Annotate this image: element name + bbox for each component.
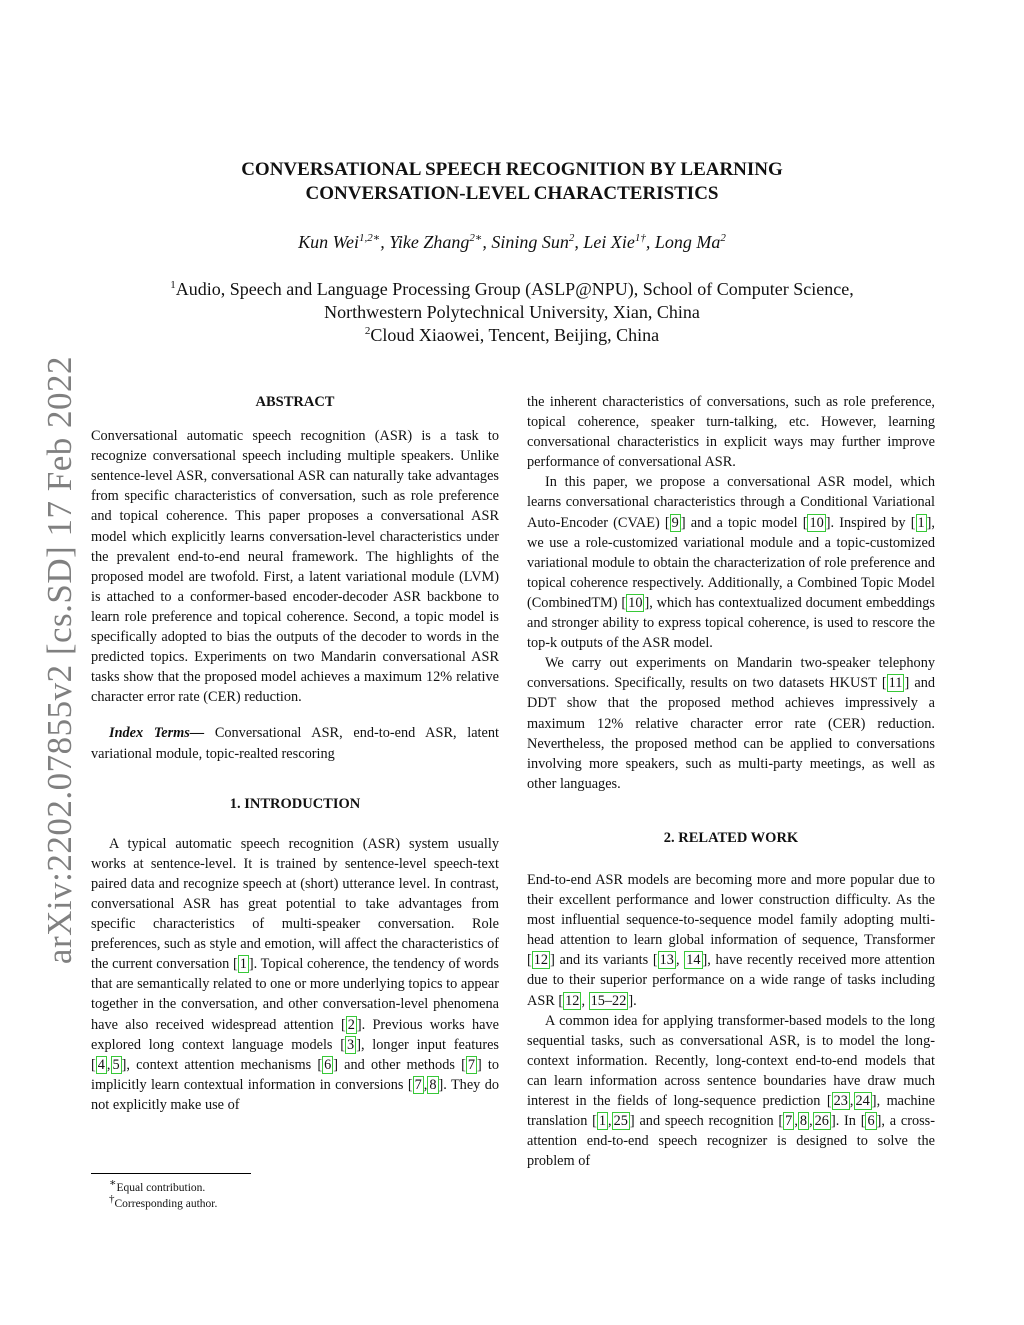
intro-paragraph-2: In this paper, we propose a conversational ASR model, which learns conversational characteristics through a Conditional Variational Auto-Encoder (CVAE) [ 9 ] and a topic model [ 10 ]. Inspired by [ 1 ], we use a role-customized variational module and a topic-customized variational module to obtain the characterization of role preference and topical coherence respectively. Additionally, a Combined Topic Model (CombinedTM) [ 10 ], which has contextualized document embeddings and stronger ability to express topical coherence, is used to rescore the top-k outputs of the ASR model. — [527, 474, 935, 652]
citation-link[interactable]: 1 — [598, 1113, 607, 1130]
citation-link[interactable]: 10 — [809, 514, 824, 531]
footnote-rule — [91, 1173, 251, 1174]
citation-link[interactable]: 14 — [686, 952, 701, 969]
citation-link[interactable]: 4 — [97, 1056, 105, 1073]
related-heading: 2. RELATED WORK — [663, 829, 799, 846]
citation-link[interactable]: 8 — [799, 1113, 808, 1130]
citation-link[interactable]: 15–22 — [590, 992, 627, 1009]
intro-paragraph-1-cont: the inherent characteristics of conversations, such as role preference, topical coherence, speaker turn-talking, etc. However, learning conversational characteristics in explicit ways may further improve performance of conversational ASR. — [527, 394, 935, 471]
affiliation-2: $^2$Cloud Xiaowei, Tencent, Beijing, China — [364, 325, 660, 345]
citation-link[interactable]: 12 — [565, 992, 580, 1009]
author: Yike Zhang$^{2∗}$, — [389, 232, 492, 252]
citation-link[interactable]: 6 — [867, 1113, 875, 1130]
footnotes — [91, 1177, 391, 1212]
author-list — [120, 230, 904, 254]
related-paragraph-2: A common idea for applying transformer-based models to the long sequential tasks, such as conversational ASR, is to model the long-context information. Recently, long-context end-to-end models that can learn information across sentence boundaries have draw much interest in the fields of long-sequence prediction [ 23 , 24 ], machine translation [ 1 , 25 ] and speech recognition [ 7 , 8 , 26 ]. In [ 6 ], a cross-attention end-to-end speech recognizer is designed to solve the problem of — [527, 1012, 935, 1170]
citation-link[interactable]: 10 — [628, 594, 643, 611]
intro-heading: 1. INTRODUCTION — [229, 795, 361, 812]
index-terms-label: Index Terms— — [109, 725, 205, 742]
left-column — [91, 392, 499, 1115]
intro-paragraph-3: We carry out experiments on Mandarin two-speaker telephony conversations. Specifically, results on two datasets HKUST [ 11 ] and DDT show that the proposed method achieves impressively a maximum 12% relative character error rate (CER) reduction. Nevertheless, the proposed method can be applied to conversations involving more speakers, such as multi-party meetings, as well as other languages. — [527, 655, 936, 792]
related-paragraph-1: End-to-end ASR models are becoming more and more popular due to their excellent performance and lower construction difficulty. As the most influential sequence-to-sequence model family adopting multi-head attention to learn global information of sequence, Transformer [ 12 ] and its variants [ 13 , 14 ], have recently received more attention due to their superior performance on a wide range of tasks including ASR [ 12 , 15–22 ]. — [527, 871, 935, 1009]
citation-link[interactable]: 12 — [533, 952, 549, 969]
citation-link[interactable]: 26 — [814, 1113, 829, 1130]
citation-link[interactable]: 24 — [855, 1093, 870, 1109]
citation-link[interactable]: 5 — [112, 1056, 120, 1073]
author: Long Ma$^2$ — [654, 232, 726, 252]
affiliation-1-cont: Northwestern Polytechnical University, Xian, China — [324, 302, 700, 322]
index-terms: Index Terms— Conversational ASR, end-to-end ASR, latent variational module, topic-realted rescoring — [91, 725, 499, 762]
footnote-equal-contribution: ∗Equal contribution. — [109, 1177, 206, 1194]
citation-link[interactable]: 9 — [671, 514, 679, 531]
citation-link[interactable]: 8 — [429, 1076, 437, 1093]
title-line-1: CONVERSATIONAL SPEECH RECOGNITION BY LEARNING — [241, 159, 783, 180]
citation-link[interactable]: 2 — [347, 1016, 355, 1033]
citation-link[interactable]: 7 — [467, 1056, 475, 1073]
abstract-heading: ABSTRACT — [255, 394, 335, 410]
right-column — [527, 392, 935, 1171]
citation-link[interactable]: 1 — [917, 514, 925, 531]
citation-link[interactable]: 25 — [613, 1113, 628, 1130]
author: Kun Wei$^{1,2∗}$, — [298, 232, 390, 252]
citation-link[interactable]: 6 — [324, 1056, 332, 1073]
footnote-corresponding-author: †Corresponding author. — [109, 1193, 218, 1210]
citation-link[interactable]: 23 — [833, 1093, 848, 1109]
abstract-text: Conversational automatic speech recognition (ASR) is a task to recognize conversational speech including multiple speakers. Unlike sentence-level ASR, conversational ASR can naturally take advantages from specific characteristics of conversation, such as role preference and topical coherence. This paper proposes a conversational ASR model which explicitly learns conversation-level characteristics under the prevalent end-to-end neural framework. The highlights of the proposed model are twofold. First, a latent variational module (LVM) is attached to a conformer-based encoder-decoder ASR backbone to learn role preference and topical coherence. Second, a topic model is specifically adopted to bias the outputs of the decoder to words in the predicted topics. Experiments on two Mandarin conversational ASR tasks show that the proposed model achieves a maximum 12% relative character error rate (CER) reduction. — [91, 428, 499, 706]
citation-link[interactable]: 1 — [239, 956, 247, 973]
citation-link[interactable]: 3 — [347, 1036, 355, 1053]
arxiv-id: arXiv:2202.07855v2 [cs.SD] 17 Feb 2022 — [40, 355, 79, 965]
citation-link[interactable]: 7 — [785, 1113, 793, 1130]
paper-title — [150, 158, 874, 206]
affiliation-1: $^1$Audio, Speech and Language Processing Group (ASLP@NPU), School of Computer Science, — [170, 279, 854, 299]
title-line-2: CONVERSATION-LEVEL CHARACTERISTICS — [305, 183, 719, 204]
author: Sining Sun$^2$, — [491, 232, 584, 252]
author: Lei Xie$^{1\dagger}$, — [583, 232, 655, 252]
intro-paragraph-1: A typical automatic speech recognition (ASR) system usually works at sentence-level. It is trained by sentence-level speech-text paired data and recognize speech at (short) utterance level. In contrast, conversational ASR has great potential to take advantages from specific characteristics of multi-speaker conversation. Role preferences, such as style and emotion, will affect the characteristics of the current conversation [ 1 ]. Topical coherence, the tendency of words that are semantically related to one or more underlying topics to appear together in the conversation, and other conversation-level phenomena have also received widespread attention [ 2 ]. Previous works have explored long context language models [ 3 ], longer input features [ 4 , 5 ], context attention mechanisms [ 6 ] and other methods [ 7 ] to implicitly learn contextual information in conversions [ 7 , 8 ]. They do not explicitly make use of — [91, 835, 500, 1113]
citation-link[interactable]: 13 — [659, 952, 674, 969]
citation-link[interactable]: 7 — [414, 1076, 422, 1093]
citation-link[interactable]: 11 — [888, 675, 903, 692]
affiliations — [110, 278, 914, 347]
